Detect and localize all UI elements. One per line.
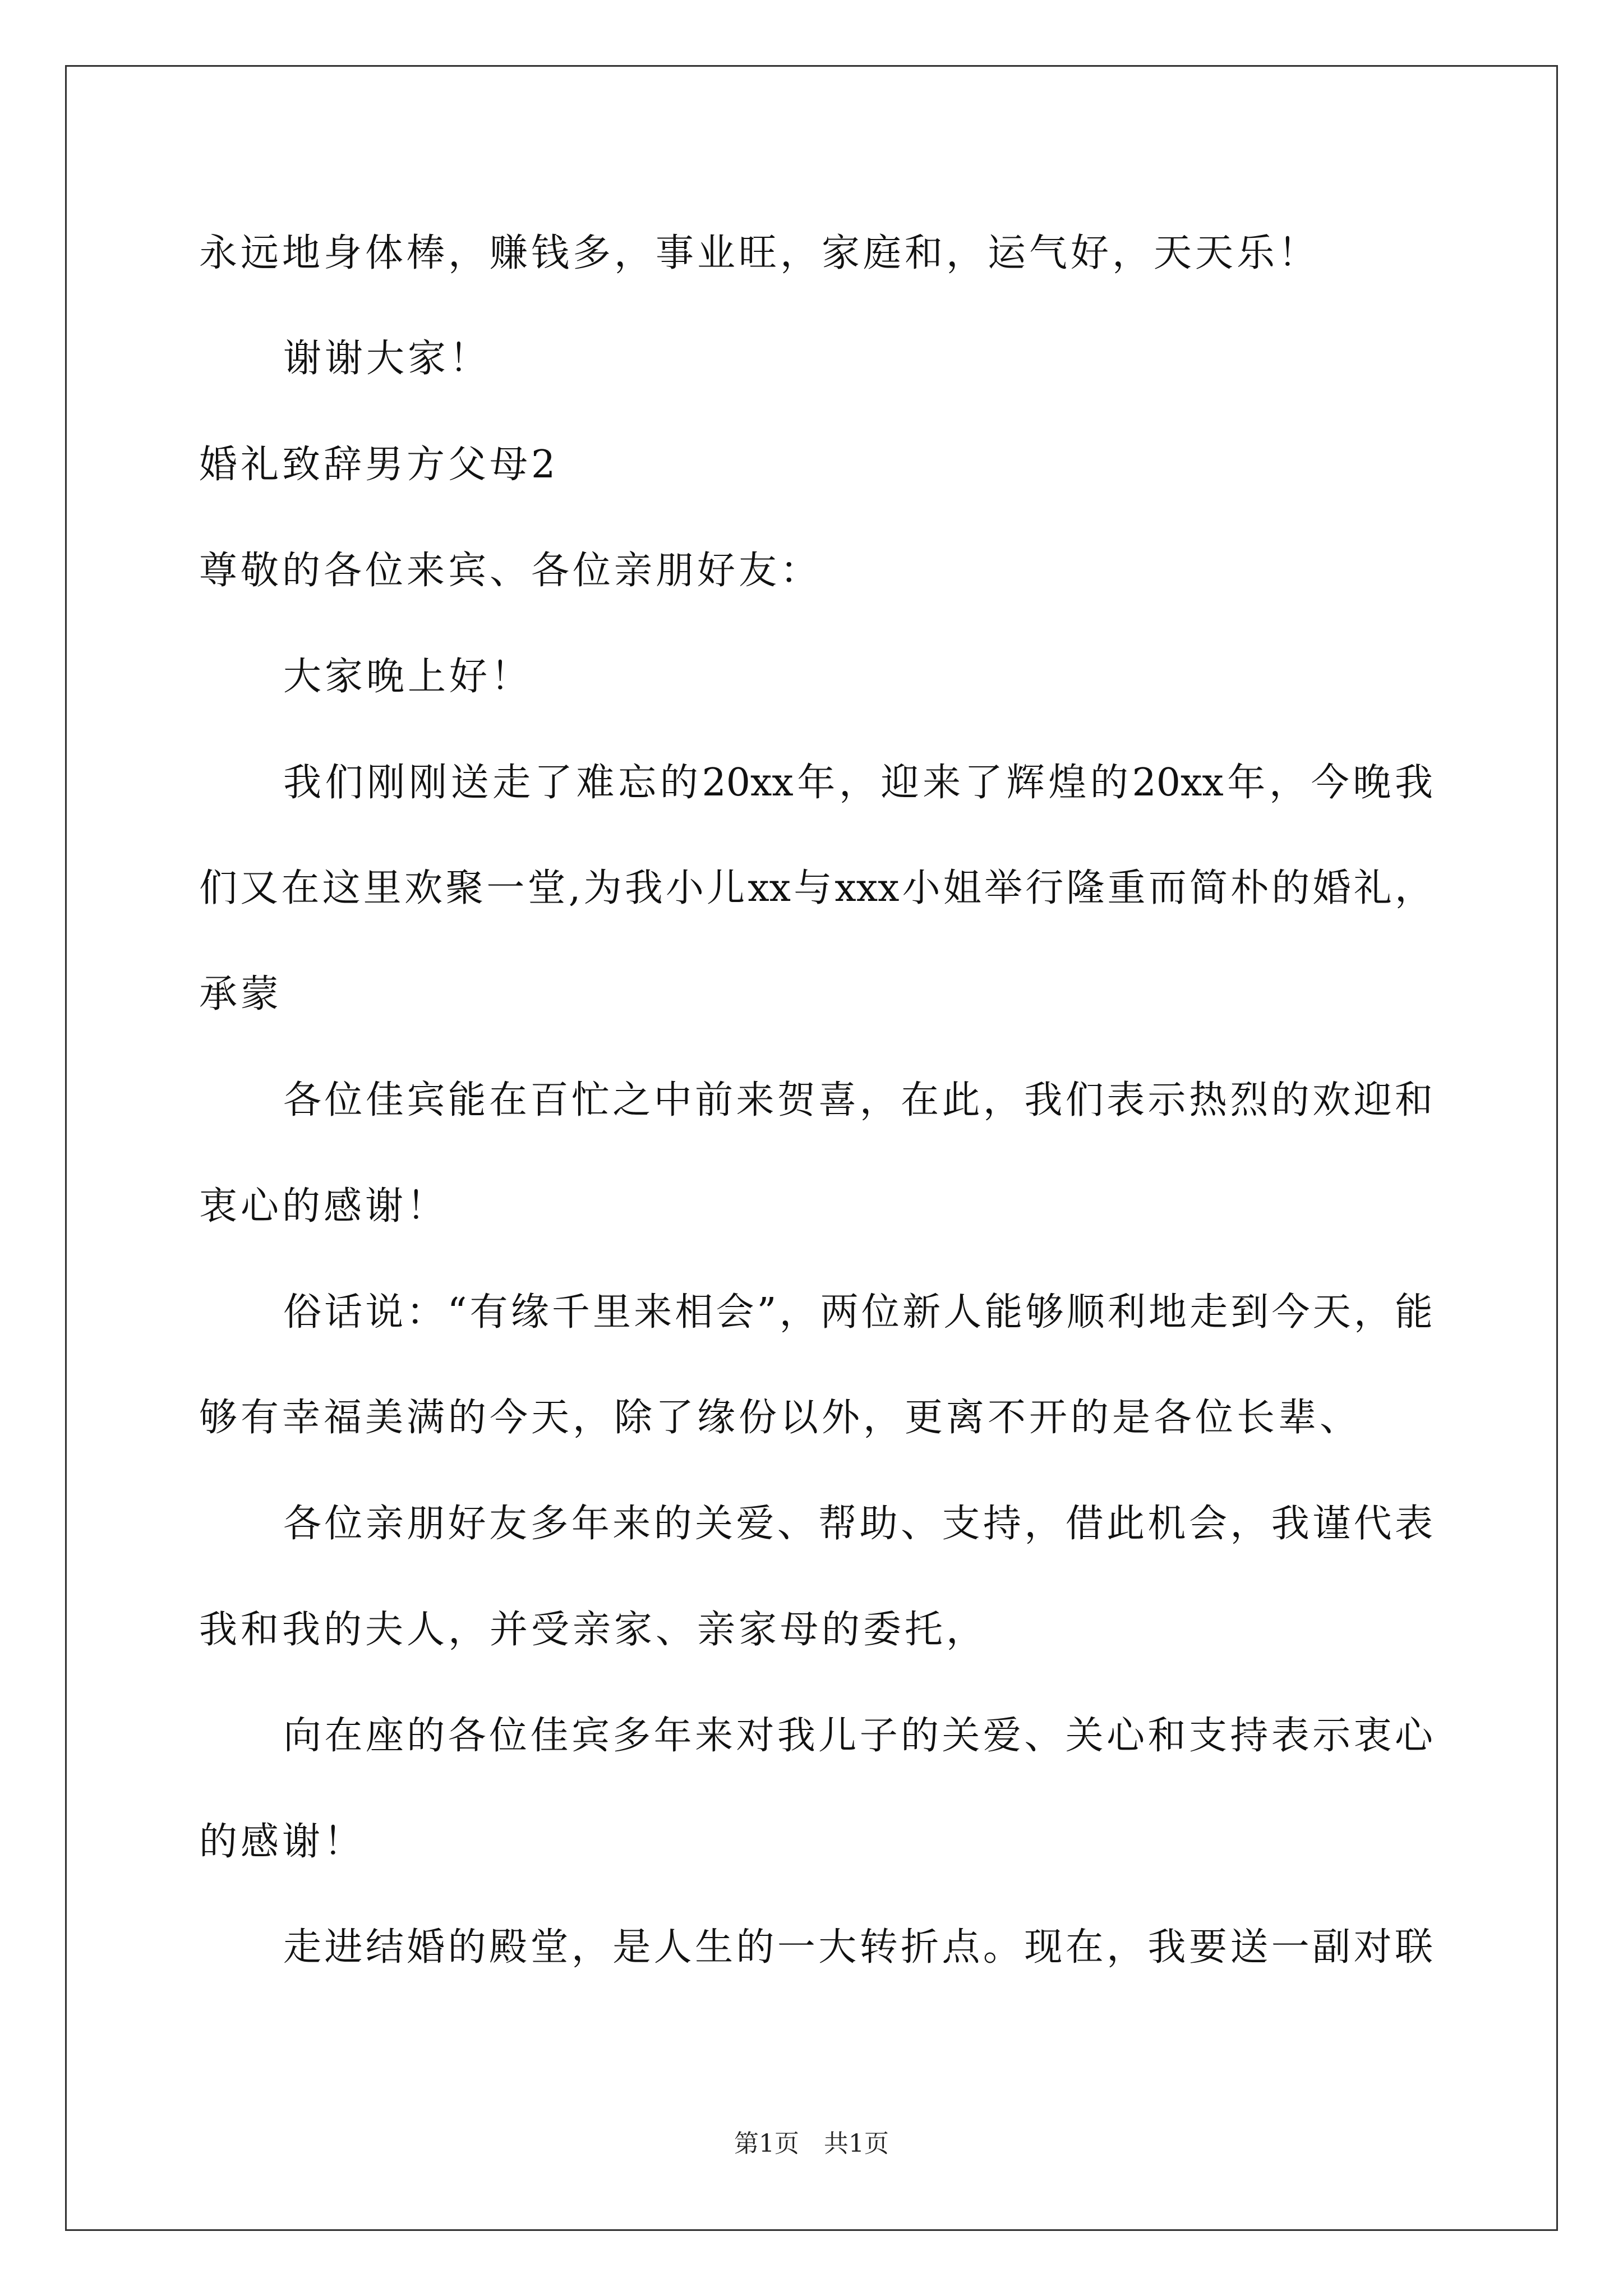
text-line: 衷心的感谢！ [199,1184,449,1228]
section-heading: 婚礼致辞男方父母2 [199,443,559,487]
text-line: 俗话说：“有缘千里来相会”，两位新人能够顺利地走到今天，能 [283,1290,1433,1335]
text-line: 向在座的各位佳宾多年来对我儿子的关爱、关心和支持表示衷心 [283,1714,1433,1758]
text-line: 的感谢！ [199,1820,366,1864]
page-footer: 第1页 共1页 [734,2129,889,2158]
text-line: 走进结婚的殿堂，是人生的一大转折点。现在，我要送一副对联 [283,1925,1433,1970]
text-line: 够有幸福美满的今天，除了缘份以外，更离不开的是各位长辈、 [199,1396,1362,1440]
text-line: 各位亲朋好友多年来的关爱、帮助、支持，借此机会，我谨代表 [283,1502,1433,1546]
text-line: 我和我的夫人，并受亲家、亲家母的委托， [199,1608,988,1652]
text-line: 谢谢大家！ [283,337,491,381]
text-line: 们又在这里欢聚一堂,为我小儿xx与xxx小姐举行隆重而简朴的婚礼， [199,866,1433,910]
document-body [199,0,1433,2296]
text-line: 我们刚刚送走了难忘的20xx年，迎来了辉煌的20xx年，今晚我 [283,761,1433,805]
text-line: 大家晚上好！ [283,655,533,699]
text-line: 承蒙 [199,972,283,1016]
text-line: 永远地身体棒，赚钱多，事业旺，家庭和，运气好，天天乐！ [199,231,1320,275]
salutation: 尊敬的各位来宾、各位亲朋好友： [199,549,822,593]
text-line: 各位佳宾能在百忙之中前来贺喜，在此，我们表示热烈的欢迎和 [283,1078,1433,1122]
